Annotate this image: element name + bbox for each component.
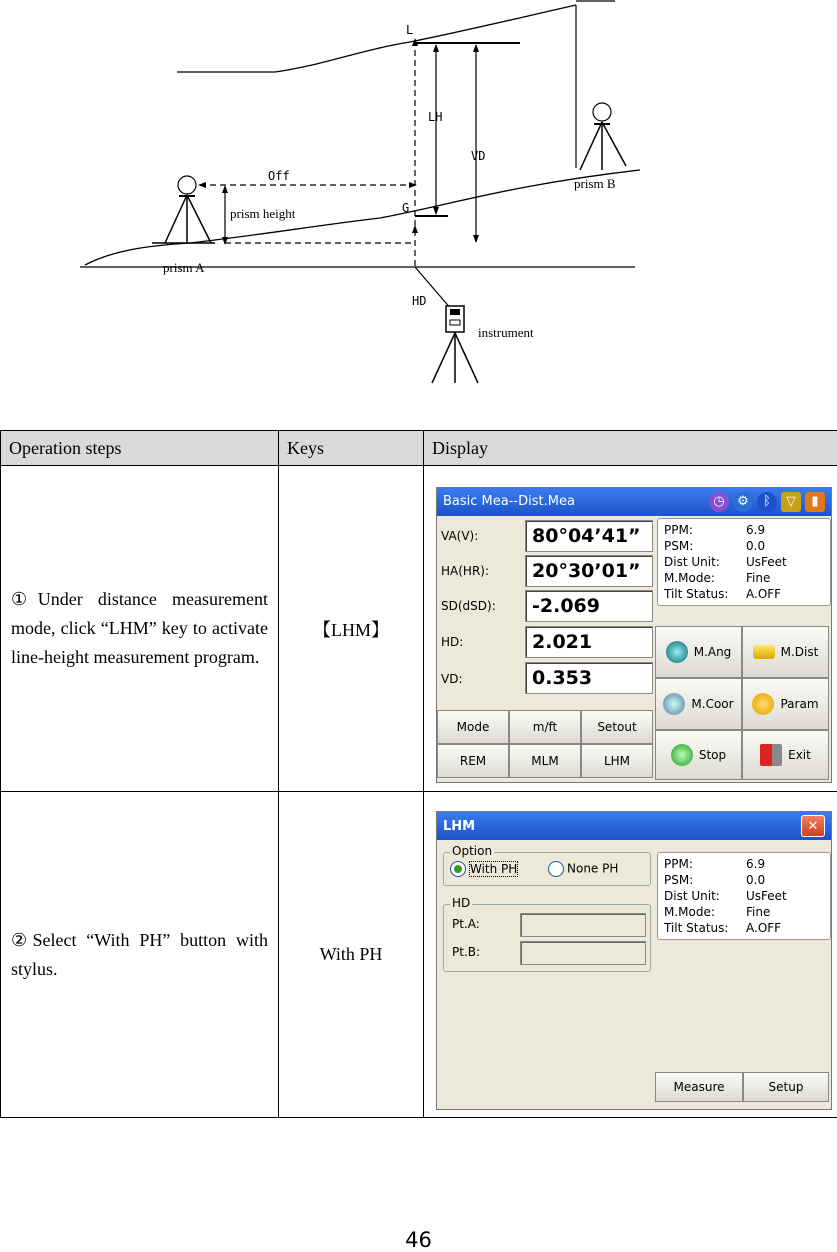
- display-cell: [424, 792, 837, 1118]
- option-group: [443, 844, 651, 886]
- dist-mea-screen: [436, 487, 832, 783]
- pt-b-value: [520, 941, 646, 965]
- header-keys: Keys: [279, 431, 424, 466]
- distance-icon: [753, 645, 775, 659]
- radio-unselected-icon: [548, 861, 564, 877]
- coordinate-icon: [663, 693, 685, 715]
- info-value: 6.9: [746, 522, 766, 537]
- info-panel: [657, 852, 831, 940]
- gears-icon: [752, 693, 774, 715]
- step-text: ②Select “With PH” button with stylus.: [1, 792, 279, 1118]
- lhm-button[interactable]: LHM: [581, 744, 653, 778]
- info-value: 0.0: [746, 538, 766, 553]
- m-ang-button[interactable]: [655, 626, 742, 678]
- info-key: PPM:: [664, 857, 693, 871]
- laser-icon[interactable]: ▽: [781, 492, 801, 512]
- info-key: Tilt Status:: [664, 921, 729, 935]
- info-value: A.OFF: [746, 921, 782, 935]
- step-text: ①Under distance measurement mode, click “LHM” key to activate line-height measurement program.: [1, 466, 279, 792]
- option-group-title: Option: [452, 844, 493, 858]
- bluetooth-icon[interactable]: ᛒ: [757, 492, 777, 512]
- info-value: UsFeet: [746, 889, 787, 903]
- table-header-row: [1, 431, 837, 466]
- info-key: Tilt Status:: [664, 586, 729, 601]
- label-prism-b: prism B: [574, 176, 616, 191]
- pt-a-label: Pt.A:: [452, 917, 480, 931]
- field-label-sd: SD(dSD):: [441, 598, 496, 613]
- label-off: Off: [268, 169, 290, 183]
- info-panel: [657, 518, 831, 606]
- table-row: [1, 792, 837, 1118]
- timer-icon[interactable]: ◷: [709, 492, 729, 512]
- sd-value: -2.069: [525, 590, 653, 622]
- param-button[interactable]: [742, 678, 829, 730]
- screen-title: LHM: [443, 818, 476, 834]
- hd-group-title: HD: [452, 896, 471, 910]
- key-text: 【LHM】: [279, 466, 424, 792]
- info-key: PPM:: [664, 522, 693, 537]
- pt-b-label: Pt.B:: [452, 945, 481, 959]
- stop-button[interactable]: [655, 730, 742, 780]
- stop-icon: [671, 744, 693, 766]
- param-label: Param: [780, 696, 819, 711]
- table-row: [1, 466, 837, 792]
- info-value: A.OFF: [746, 586, 782, 601]
- label-G: G: [402, 201, 410, 215]
- m-coor-label: M.Coor: [691, 696, 734, 711]
- vd-value: 0.353: [525, 662, 653, 694]
- screen-titlebar: [437, 812, 831, 840]
- info-key: Dist Unit:: [664, 889, 720, 903]
- m-dist-label: M.Dist: [780, 644, 819, 659]
- hd-value: 2.021: [525, 626, 653, 658]
- hd-group: [443, 896, 651, 972]
- screen-title: Basic Mea--Dist.Mea: [443, 494, 575, 509]
- gear-icon[interactable]: ⚙: [733, 492, 753, 512]
- info-key: Dist Unit:: [664, 554, 720, 569]
- header-operation-steps: Operation steps: [1, 431, 279, 466]
- battery-icon: ▮: [805, 492, 825, 512]
- m-ft-button[interactable]: m/ft: [509, 710, 581, 744]
- field-label-ha: HA(HR):: [441, 563, 489, 578]
- header-display: Display: [424, 431, 837, 466]
- stop-label: Stop: [698, 747, 727, 762]
- field-label-vd: VD:: [441, 671, 463, 686]
- lhm-screen: [436, 811, 832, 1110]
- m-ang-label: M.Ang: [693, 644, 732, 659]
- exit-button[interactable]: [742, 730, 829, 780]
- angle-icon: [666, 641, 688, 663]
- none-ph-label: None PH: [567, 861, 619, 876]
- rem-button[interactable]: REM: [437, 744, 509, 778]
- label-hd: HD: [412, 294, 427, 308]
- info-key: PSM:: [664, 538, 694, 553]
- field-label-hd: HD:: [441, 634, 464, 649]
- key-text: With PH: [279, 792, 424, 1118]
- label-prism-height: prism height: [230, 206, 296, 221]
- label-LH: LH: [428, 110, 443, 124]
- va-value: 80°04’41”: [525, 520, 653, 552]
- mlm-button[interactable]: MLM: [509, 744, 581, 778]
- with-ph-label: With PH: [470, 861, 518, 876]
- mode-button[interactable]: Mode: [437, 710, 509, 744]
- operation-table: [0, 430, 837, 1118]
- display-cell: [424, 466, 837, 792]
- info-value: 0.0: [746, 873, 766, 887]
- label-instrument: instrument: [478, 325, 534, 340]
- m-dist-button[interactable]: [742, 626, 829, 678]
- line-height-diagram: [80, 0, 645, 388]
- label-prism-a: prism A: [163, 260, 205, 275]
- info-value: Fine: [746, 905, 771, 919]
- info-key: M.Mode:: [664, 570, 715, 585]
- pt-a-value: [520, 913, 646, 937]
- radio-selected-icon: [450, 861, 466, 877]
- m-coor-button[interactable]: [655, 678, 742, 730]
- ha-value: 20°30’01”: [525, 555, 653, 587]
- page-number: 46: [405, 1228, 432, 1252]
- info-key: M.Mode:: [664, 905, 715, 919]
- label-L: L: [406, 23, 414, 37]
- close-icon[interactable]: ✕: [801, 815, 825, 837]
- info-key: PSM:: [664, 873, 694, 887]
- field-label-va: VA(V):: [441, 528, 479, 543]
- info-value: Fine: [746, 570, 771, 585]
- info-value: UsFeet: [746, 554, 787, 569]
- measure-button[interactable]: Measure: [655, 1072, 743, 1102]
- exit-label: Exit: [788, 747, 811, 762]
- setout-button[interactable]: Setout: [581, 710, 653, 744]
- with-ph-radio[interactable]: [450, 861, 518, 877]
- screen-titlebar: [437, 488, 831, 516]
- none-ph-radio[interactable]: [548, 861, 618, 877]
- label-VD: VD: [471, 149, 486, 163]
- info-value: 6.9: [746, 857, 766, 871]
- exit-icon: [760, 744, 782, 766]
- setup-button[interactable]: Setup: [743, 1072, 829, 1102]
